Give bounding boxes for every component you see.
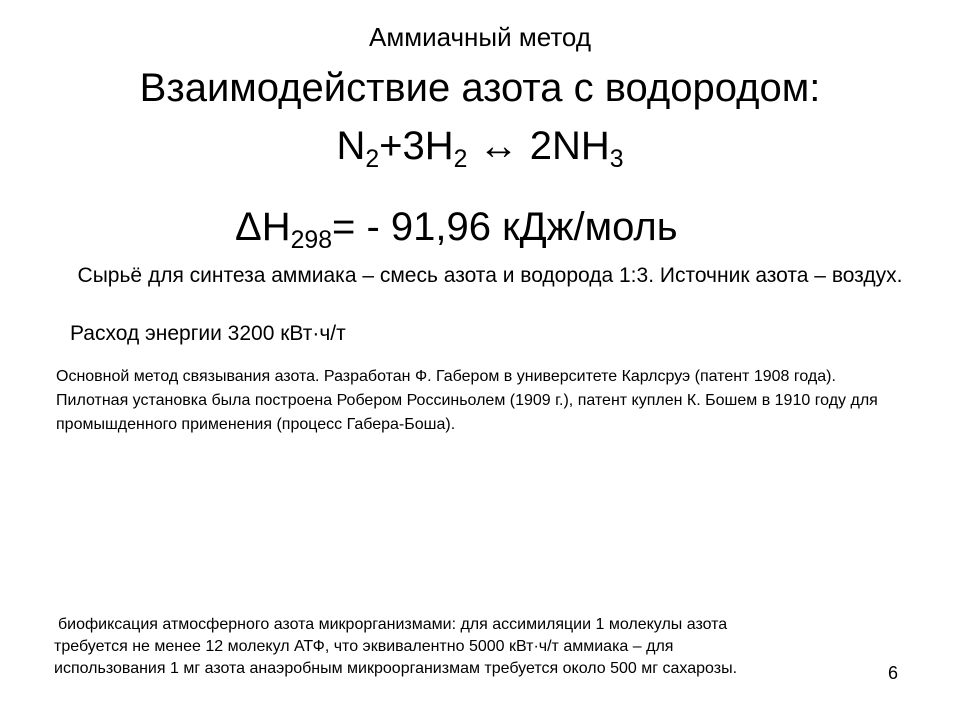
equation-nitrogen: N [336,124,366,168]
energy-consumption-text: Расход энергии 3200 кВт·ч/т [70,322,346,345]
slide-subtitle: Аммиачный метод [369,22,591,52]
equation-nitrogen-subscript: 2 [365,145,380,173]
method-history-note: Основной метод связывания азота. Разработан Ф. Габером в университете Карлсруэ (патент 1908 года). Пилотная установка была построена Робером Россиньолем (1909 г.), патент куплен К. Бошем в 1910 году для промышденного применения (процесс Габера-Боша). [56,368,878,433]
reaction-equation [0,124,960,173]
raw-material-text: Сырьё для синтеза аммиака – смесь азота и водорода 1:3. Источник азота – воздух. [77,264,903,287]
enthalpy-subscript: 298 [290,226,332,254]
page-number: 6 [888,663,899,683]
slide-title: Взаимодействие азота с водородом: [139,66,821,110]
biofixation-note [54,614,884,680]
equation-product: ↔ 2NH [467,124,610,168]
biofixation-line: требуется не менее 12 молекул АТФ, что эквивалентно 5000 кВт·ч/т аммиака – для [54,638,674,655]
enthalpy-value: = - 91,96 кДж/моль [331,205,678,249]
equation-hydrogen: +3H [379,124,454,168]
enthalpy-symbol: ΔH [235,205,291,249]
equation-product-subscript: 3 [609,145,624,173]
reaction-enthalpy [235,205,678,254]
biofixation-line: использования 1 мг азота анаэробным микроорганизмам требуется около 500 мг сахарозы. [54,660,738,677]
biofixation-line: биофиксация атмосферного азота микрорганизмами: для ассимиляции 1 молекулы азота [58,616,728,633]
equation-hydrogen-subscript: 2 [453,145,468,173]
